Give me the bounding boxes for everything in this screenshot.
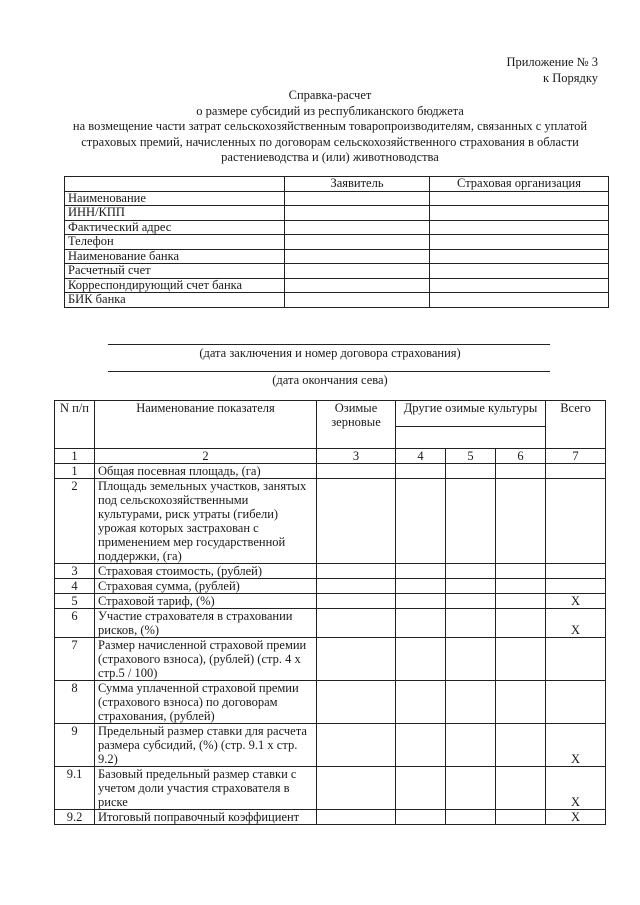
info-applicant-cell[interactable] <box>285 249 430 264</box>
info-row <box>65 278 609 293</box>
value-cell[interactable] <box>496 464 546 479</box>
table-row <box>55 594 606 609</box>
value-cell[interactable] <box>446 609 496 638</box>
row-number: 9.2 <box>55 810 95 825</box>
info-insurer-cell[interactable] <box>430 293 609 308</box>
table-row <box>55 609 606 638</box>
info-row <box>65 235 609 250</box>
sowing-caption: (дата окончания сева) <box>272 373 388 387</box>
value-cell[interactable] <box>396 810 446 825</box>
contract-caption: (дата заключения и номер договора страхования) <box>199 346 461 360</box>
value-cell[interactable] <box>496 594 546 609</box>
value-cell[interactable] <box>496 609 546 638</box>
appendix-label <box>506 54 598 86</box>
table-row <box>55 464 606 479</box>
heading-line-5: растениеводства и (или) животноводства <box>221 150 439 164</box>
row-indicator: Размер начисленной страховой премии (страхового взноса), (рублей) (стр. 4 x стр.5 / 100) <box>95 638 317 681</box>
value-cell[interactable] <box>396 681 446 724</box>
colnum: 1 <box>55 449 95 464</box>
subheader-col6 <box>496 427 546 449</box>
info-insurer-cell[interactable] <box>430 220 609 235</box>
colnum: 3 <box>317 449 396 464</box>
calc-colnum-row <box>55 449 606 464</box>
info-applicant-cell[interactable] <box>285 264 430 279</box>
table-row <box>55 724 606 767</box>
row-indicator: Площадь земельных участков, занятых под сельскохозяйственными культурами, риск утраты (гибели) урожая которых застрахован с применением мер государственной поддержки, (га) <box>95 479 317 564</box>
value-cell[interactable] <box>496 681 546 724</box>
header-other-crops: Другие озимые культуры <box>396 401 546 427</box>
value-cell[interactable] <box>317 724 396 767</box>
value-cell[interactable] <box>317 609 396 638</box>
row-number: 9.1 <box>55 767 95 810</box>
header-winter-grain: Озимые зерновые <box>317 401 396 449</box>
colnum: 5 <box>446 449 496 464</box>
info-row-label: Расчетный счет <box>65 264 285 279</box>
row-number: 6 <box>55 609 95 638</box>
subheader-col5 <box>446 427 496 449</box>
value-cell[interactable] <box>317 479 396 564</box>
value-cell[interactable] <box>496 638 546 681</box>
value-cell[interactable] <box>396 579 446 594</box>
value-cell[interactable] <box>396 594 446 609</box>
row-indicator: Предельный размер ставки для расчета размера субсидий, (%) (стр. 9.1 x стр. 9.2) <box>95 724 317 767</box>
calculation-table <box>54 400 606 825</box>
value-cell[interactable] <box>317 681 396 724</box>
info-applicant-cell[interactable] <box>285 220 430 235</box>
value-cell[interactable] <box>446 681 496 724</box>
heading-line-4: страховых премий, начисленных по договорам сельскохозяйственного страхования в области <box>81 134 579 149</box>
colnum: 6 <box>496 449 546 464</box>
info-insurer-cell[interactable] <box>430 264 609 279</box>
appendix-number: Приложение № 3 <box>506 55 598 69</box>
info-applicant-cell[interactable] <box>285 293 430 308</box>
table-row <box>55 638 606 681</box>
info-header-empty <box>65 177 285 192</box>
contract-fill-line[interactable] <box>108 344 550 345</box>
value-cell[interactable] <box>317 594 396 609</box>
row-indicator: Страховая стоимость, (рублей) <box>95 564 317 579</box>
info-applicant-cell[interactable] <box>285 235 430 250</box>
info-row <box>65 220 609 235</box>
value-cell[interactable] <box>317 564 396 579</box>
total-cell: X <box>546 810 606 825</box>
value-cell[interactable] <box>496 810 546 825</box>
document-heading <box>40 88 620 166</box>
total-cell[interactable] <box>546 579 606 594</box>
value-cell[interactable] <box>446 579 496 594</box>
value-cell[interactable] <box>317 767 396 810</box>
value-cell[interactable] <box>496 479 546 564</box>
total-cell[interactable] <box>546 479 606 564</box>
value-cell[interactable] <box>396 479 446 564</box>
info-col-applicant: Заявитель <box>285 177 430 192</box>
total-cell[interactable] <box>546 681 606 724</box>
total-cell: X <box>546 724 606 767</box>
document-title: Справка-расчет <box>288 88 372 102</box>
value-cell[interactable] <box>446 724 496 767</box>
value-cell[interactable] <box>496 564 546 579</box>
subheader-col4 <box>396 427 446 449</box>
table-row <box>55 767 606 810</box>
info-applicant-cell[interactable] <box>285 191 430 206</box>
info-row-label: ИНН/КПП <box>65 206 285 221</box>
table-row <box>55 564 606 579</box>
value-cell[interactable] <box>396 767 446 810</box>
total-cell[interactable] <box>546 464 606 479</box>
info-insurer-cell[interactable] <box>430 249 609 264</box>
table-row <box>55 681 606 724</box>
total-cell: X <box>546 767 606 810</box>
info-row-label: Наименование <box>65 191 285 206</box>
info-header-row <box>65 177 609 192</box>
info-row <box>65 249 609 264</box>
info-row <box>65 206 609 221</box>
total-cell[interactable] <box>546 638 606 681</box>
total-cell[interactable] <box>546 564 606 579</box>
value-cell[interactable] <box>317 579 396 594</box>
value-cell[interactable] <box>496 724 546 767</box>
value-cell[interactable] <box>317 810 396 825</box>
value-cell[interactable] <box>446 767 496 810</box>
colnum: 2 <box>95 449 317 464</box>
appendix-reference: к Порядку <box>543 71 598 85</box>
info-row-label: Наименование банка <box>65 249 285 264</box>
info-insurer-cell[interactable] <box>430 235 609 250</box>
info-row-label: Фактический адрес <box>65 220 285 235</box>
info-applicant-cell[interactable] <box>285 206 430 221</box>
table-row <box>55 479 606 564</box>
row-indicator: Страховая сумма, (рублей) <box>95 579 317 594</box>
colnum: 7 <box>546 449 606 464</box>
row-indicator: Общая посевная площадь, (га) <box>95 464 317 479</box>
info-insurer-cell[interactable] <box>430 278 609 293</box>
value-cell[interactable] <box>496 767 546 810</box>
row-number: 1 <box>55 464 95 479</box>
value-cell[interactable] <box>396 564 446 579</box>
total-cell: X <box>546 594 606 609</box>
value-cell[interactable] <box>446 564 496 579</box>
row-indicator: Страховой тариф, (%) <box>95 594 317 609</box>
row-indicator: Участие страхователя в страховании рисков, (%) <box>95 609 317 638</box>
value-cell[interactable] <box>446 638 496 681</box>
info-applicant-cell[interactable] <box>285 278 430 293</box>
info-row <box>65 293 609 308</box>
header-num: N п/п <box>55 401 95 449</box>
row-indicator: Базовый предельный размер ставки с учетом доли участия страхователя в риске <box>95 767 317 810</box>
row-number: 7 <box>55 638 95 681</box>
info-row-label: Корреспондирующий счет банка <box>65 278 285 293</box>
row-indicator: Сумма уплаченной страховой премии (страхового взноса) по договорам страхования, (рублей) <box>95 681 317 724</box>
header-name: Наименование показателя <box>95 401 317 449</box>
row-number: 8 <box>55 681 95 724</box>
heading-line-2: о размере субсидий из республиканского бюджета <box>196 103 464 118</box>
colnum: 4 <box>396 449 446 464</box>
row-number: 9 <box>55 724 95 767</box>
value-cell[interactable] <box>446 810 496 825</box>
value-cell[interactable] <box>396 638 446 681</box>
value-cell[interactable] <box>496 579 546 594</box>
value-cell[interactable] <box>317 464 396 479</box>
heading-line-3: на возмещение части затрат сельскохозяйственным товаропроизводителям, связанных с уплатой <box>72 119 588 133</box>
total-cell: X <box>546 609 606 638</box>
header-total: Всего <box>546 401 606 449</box>
info-row-label: БИК банка <box>65 293 285 308</box>
value-cell[interactable] <box>396 609 446 638</box>
row-number: 3 <box>55 564 95 579</box>
info-row <box>65 191 609 206</box>
table-row <box>55 579 606 594</box>
info-insurer-cell[interactable] <box>430 206 609 221</box>
info-col-insurer: Страховая организация <box>430 177 609 192</box>
value-cell[interactable] <box>396 464 446 479</box>
row-indicator: Итоговый поправочный коэффициент <box>95 810 317 825</box>
row-number: 4 <box>55 579 95 594</box>
applicant-info-table <box>64 176 609 308</box>
calc-header-row <box>55 401 606 427</box>
value-cell[interactable] <box>396 724 446 767</box>
value-cell[interactable] <box>317 638 396 681</box>
value-cell[interactable] <box>446 594 496 609</box>
info-insurer-cell[interactable] <box>430 191 609 206</box>
table-row <box>55 810 606 825</box>
value-cell[interactable] <box>446 479 496 564</box>
info-row <box>65 264 609 279</box>
sowing-fill-line[interactable] <box>108 371 550 372</box>
row-number: 5 <box>55 594 95 609</box>
value-cell[interactable] <box>446 464 496 479</box>
row-number: 2 <box>55 479 95 564</box>
info-row-label: Телефон <box>65 235 285 250</box>
